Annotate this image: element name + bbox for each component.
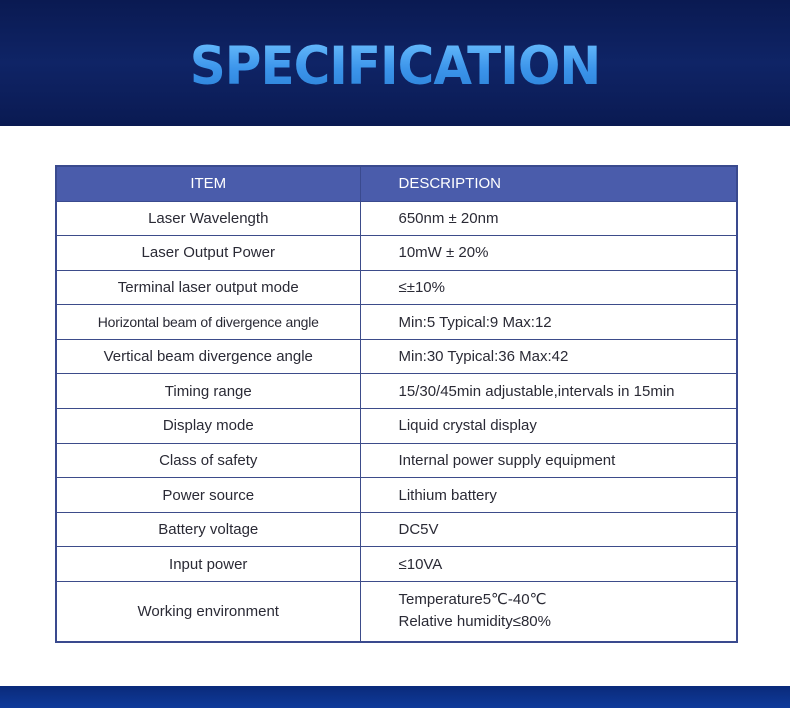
spec-item-cell: Vertical beam divergence angle: [56, 339, 360, 374]
table-row: [56, 374, 737, 409]
table-row: [56, 236, 737, 271]
spec-item-cell: Terminal laser output mode: [56, 270, 360, 305]
table-row: [56, 305, 737, 340]
table-row: [56, 443, 737, 478]
table-row: [56, 582, 737, 642]
table-row: [56, 201, 737, 236]
table-row: [56, 339, 737, 374]
spec-desc-cell: 15/30/45min adjustable,intervals in 15min: [360, 374, 737, 409]
spec-desc-cell: Min:30 Typical:36 Max:42: [360, 339, 737, 374]
table-row: [56, 547, 737, 582]
spec-item-cell: Input power: [56, 547, 360, 582]
spec-desc-cell: Liquid crystal display: [360, 409, 737, 444]
spec-desc-cell: 650nm ± 20nm: [360, 201, 737, 236]
column-header-description: DESCRIPTION: [360, 166, 737, 201]
page-title: SPECIFICATION: [189, 35, 601, 97]
spec-desc-cell: Internal power supply equipment: [360, 443, 737, 478]
spec-item-cell: Power source: [56, 478, 360, 513]
spec-desc-cell: Lithium battery: [360, 478, 737, 513]
table-row: [56, 512, 737, 547]
spec-desc-cell: DC5V: [360, 512, 737, 547]
spec-desc-cell: Min:5 Typical:9 Max:12: [360, 305, 737, 340]
spec-item-cell: Display mode: [56, 409, 360, 444]
spec-desc-cell: [360, 582, 737, 642]
spec-item-cell: Horizontal beam of divergence angle: [56, 305, 360, 340]
spec-item-cell: Battery voltage: [56, 512, 360, 547]
column-header-item: ITEM: [56, 166, 360, 201]
table-row: [56, 478, 737, 513]
header-banner: [0, 0, 790, 126]
spec-item-cell: Laser Wavelength: [56, 201, 360, 236]
spec-desc-cell: 10mW ± 20%: [360, 236, 737, 271]
table-row: [56, 270, 737, 305]
spec-desc-cell: ≤±10%: [360, 270, 737, 305]
table-row: [56, 409, 737, 444]
spec-desc-line: Relative humidity≤80%: [398, 613, 551, 631]
spec-table: [55, 165, 738, 643]
spec-item-cell: Timing range: [56, 374, 360, 409]
spec-item-cell: Laser Output Power: [56, 236, 360, 271]
footer-band: [0, 686, 790, 708]
table-header-row: [56, 166, 737, 201]
spec-item-cell: Working environment: [56, 582, 360, 642]
spec-desc-line: Temperature5℃-40℃: [398, 591, 547, 609]
spec-item-cell: Class of safety: [56, 443, 360, 478]
spec-desc-cell: ≤10VA: [360, 547, 737, 582]
